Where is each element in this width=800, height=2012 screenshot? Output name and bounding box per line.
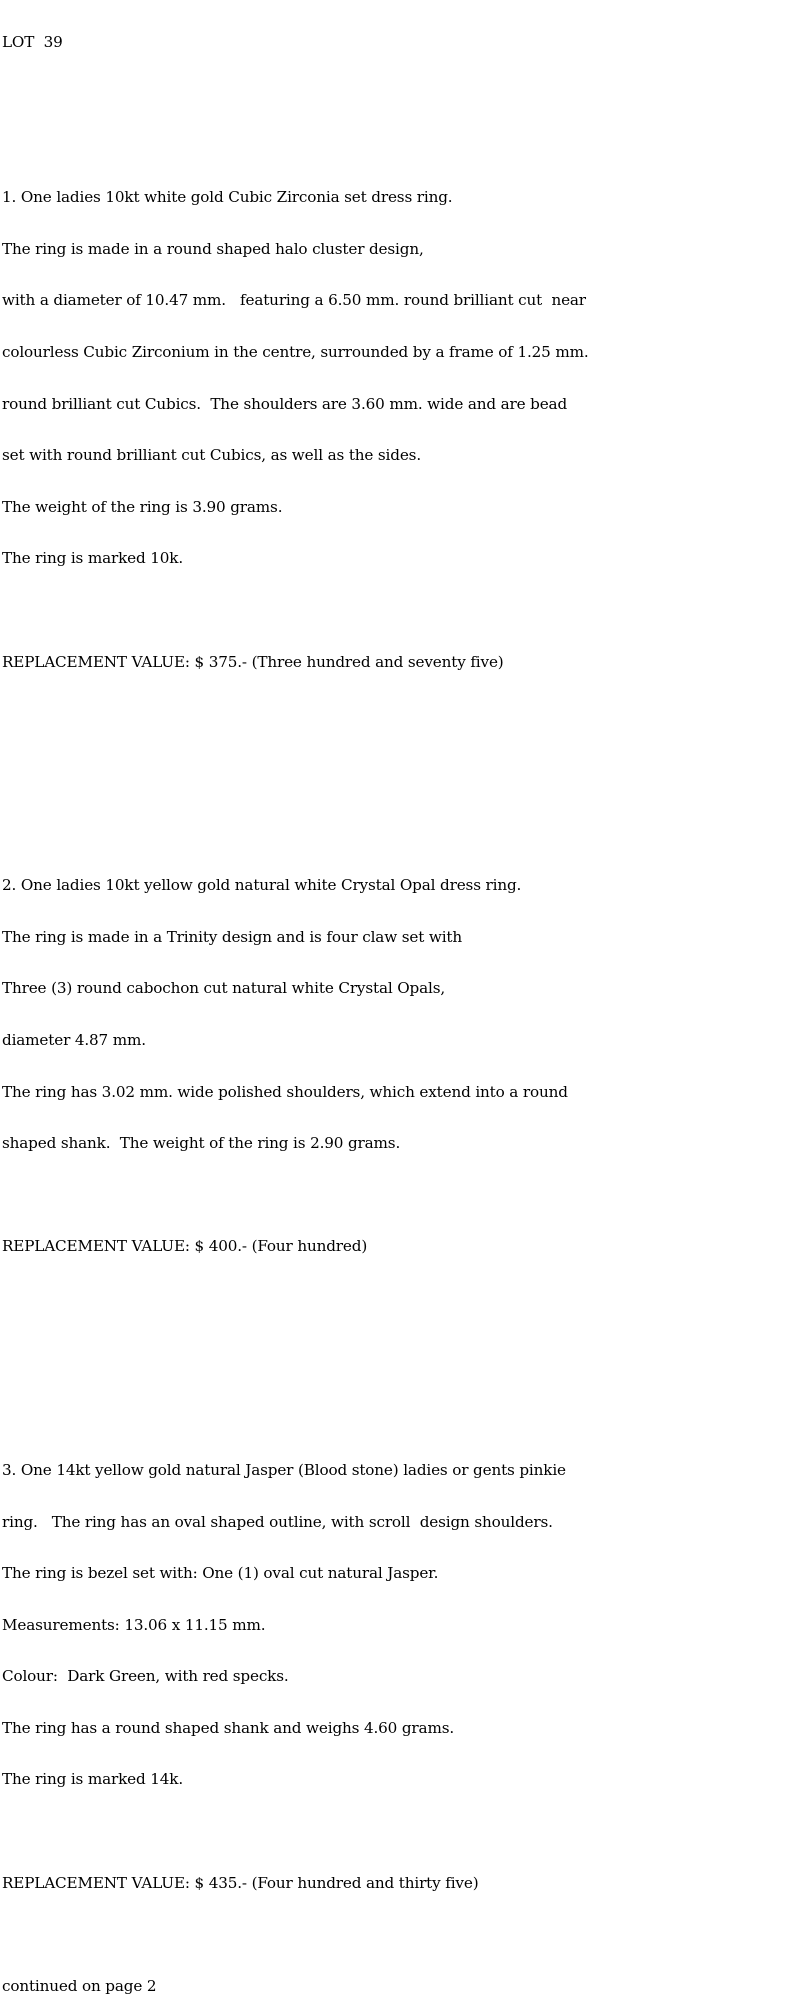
item-2-line-1: 2. One ladies 10kt yellow gold natural white Crystal Opal dress ring.	[2, 876, 522, 895]
item-1-line-8: The ring is marked 10k.	[2, 549, 184, 568]
item-2-line-4: diameter 4.87 mm.	[2, 1030, 146, 1049]
spacer	[2, 602, 798, 619]
item-2-line-2: The ring is made in a Trinity design and is four claw set with	[2, 927, 462, 946]
item-2-replacement-value: REPLACEMENT VALUE: $ 400.- (Four hundred)	[2, 1237, 368, 1256]
item-3-replacement-value: REPLACEMENT VALUE: $ 435.- (Four hundred and thirty five)	[2, 1873, 479, 1892]
item-1-line-1: 1. One ladies 10kt white gold Cubic Zirconia set dress ring.	[2, 188, 453, 207]
item-2-line-3: Three (3) round cabochon cut natural white Crystal Opals,	[2, 979, 446, 998]
item-1-line-7: The weight of the ring is 3.90 grams.	[2, 497, 283, 516]
item-3-line-5: Colour: Dark Green, with red specks.	[2, 1667, 289, 1686]
item-1-line-2: The ring is made in a round shaped halo cluster design,	[2, 239, 424, 258]
item-1-line-4: colourless Cubic Zirconium in the centre, surrounded by a frame of 1.25 mm.	[2, 342, 589, 361]
item-1-replacement-value: REPLACEMENT VALUE: $ 375.- (Three hundred and seventy five)	[2, 652, 504, 671]
item-2-line-5: The ring has 3.02 mm. wide polished shoulders, which extend into a round	[2, 1082, 568, 1101]
item-1-line-3: with a diameter of 10.47 mm. featuring a 6.50 mm. round brilliant cut near	[2, 291, 586, 310]
item-1-line-5: round brilliant cut Cubics. The shoulders are 3.60 mm. wide and are bead	[2, 394, 568, 413]
spacer	[2, 86, 798, 103]
item-3-line-3: The ring is bezel set with: One (1) oval cut natural Jasper.	[2, 1564, 439, 1583]
item-2	[2, 843, 798, 1290]
spacer	[2, 757, 798, 791]
document-page	[2, 0, 798, 1995]
lot-title: LOT 39	[2, 33, 63, 52]
spacer	[2, 1823, 798, 1840]
item-3-line-7: The ring is marked 14k.	[2, 1770, 184, 1789]
item-1-line-6: set with round brilliant cut Cubics, as well as the sides.	[2, 446, 421, 465]
item-3-line-4: Measurements: 13.06 x 11.15 mm.	[2, 1615, 266, 1634]
item-3-line-2: ring. The ring has an oval shaped outline, with scroll design shoulders.	[2, 1512, 553, 1531]
spacer	[2, 1342, 798, 1376]
item-2-line-6: shaped shank. The weight of the ring is 2.90 grams.	[2, 1134, 401, 1153]
continued-note: continued on page 2	[2, 1976, 157, 1995]
item-3-line-1: 3. One 14kt yellow gold natural Jasper (Blood stone) ladies or gents pinkie	[2, 1460, 566, 1479]
item-1	[2, 155, 798, 705]
spacer	[2, 1187, 798, 1204]
item-3-line-6: The ring has a round shaped shank and weighs 4.60 grams.	[2, 1718, 455, 1737]
item-3	[2, 1428, 798, 1927]
